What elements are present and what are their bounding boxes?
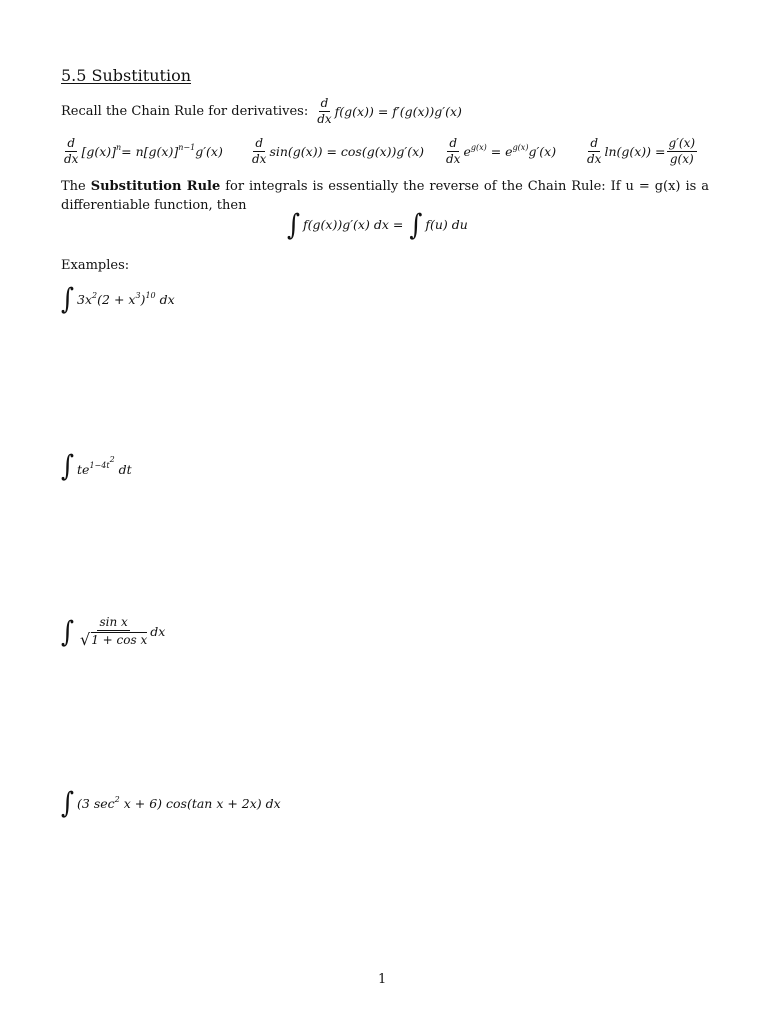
example-1-exp3: 10 <box>145 290 156 300</box>
example-4-part1: (3 sec <box>77 795 115 811</box>
derivative-operator-2 <box>250 137 268 165</box>
substitution-after: for integrals is essentially the reverse of the Chain Rule: If u = g(x) is a differentiable function, then <box>61 179 709 213</box>
power-rule-result <box>121 143 223 159</box>
substitution-rule-description <box>61 177 709 215</box>
derivative-operator-4 <box>585 137 603 165</box>
derivative-operator-3 <box>444 137 462 165</box>
page-number: 1 <box>378 972 387 987</box>
integral-symbol-3: ∫ <box>61 615 75 649</box>
example-3-numerator: sin x <box>99 615 128 629</box>
section-title: 5.5 Substitution <box>61 66 192 85</box>
logarithm-result-denominator: g(x) <box>669 151 694 166</box>
derivative-numerator: d <box>320 95 329 110</box>
derivative-numerator-1: d <box>67 135 76 150</box>
sine-rule-formula: sin(g(x)) = cos(g(x))g′(x) <box>269 143 425 159</box>
recall-prefix: Recall the Chain Rule for derivatives: <box>61 103 309 119</box>
power-rule <box>61 134 223 168</box>
example-3-radicand: 1 + cos x <box>91 632 148 647</box>
integral-symbol-left: ∫ <box>287 207 301 242</box>
example-problem-3 <box>61 616 165 648</box>
example-1-expression <box>77 291 175 307</box>
logarithm-result-numerator: g′(x) <box>668 135 696 150</box>
example-1-part3: ) <box>140 291 146 307</box>
substitution-rule-term: Substitution Rule <box>90 179 221 194</box>
integral-symbol-4: ∫ <box>61 785 75 820</box>
power-result-base: = n[g(x)] <box>121 144 179 159</box>
example-1-part2: (2 + x <box>97 291 136 307</box>
example-3-tail: dx <box>150 624 166 640</box>
derivative-denominator: dx <box>317 111 332 126</box>
substitution-rule-formula <box>287 207 468 242</box>
substitution-before: The <box>61 179 91 194</box>
example-problem-4 <box>61 785 281 820</box>
logarithm-rule <box>584 134 698 168</box>
logarithm-rule-left: ln(g(x)) = <box>604 143 666 159</box>
substitution-left: f(g(x))g′(x) dx = <box>303 217 404 232</box>
example-4-exp1: 2 <box>114 794 120 804</box>
exponential-rule-tail: g′(x) <box>528 144 557 159</box>
example-4-part2: x + 6) cos(tan x + 2x) dx <box>119 795 281 811</box>
derivative-denominator-2: dx <box>252 151 267 166</box>
example-3-denominator <box>78 631 149 648</box>
example-2-exponent-main: 1−4t <box>89 460 110 470</box>
power-rule-tail: g′(x) <box>195 144 223 159</box>
power-result-exponent: n−1 <box>178 143 196 152</box>
derivative-denominator-1: dx <box>64 151 79 166</box>
example-2-exponent-power: 2 <box>109 454 115 464</box>
integral-symbol-2: ∫ <box>61 448 75 483</box>
power-rule-base: [g(x)] <box>81 144 117 159</box>
power-rule-left <box>81 143 121 159</box>
example-2-base: te <box>77 461 90 477</box>
example-1-tail: dx <box>155 291 175 307</box>
derivative-denominator-3: dx <box>446 151 461 166</box>
power-exponent: n <box>116 143 122 152</box>
example-3-fraction <box>78 616 149 648</box>
derivative-numerator-3: d <box>449 135 458 150</box>
chain-rule-formula: f(g(x)) = f′(g(x))g′(x) <box>334 103 462 119</box>
chain-rule-recall <box>61 96 462 126</box>
exponential-exponent: g(x) <box>470 143 487 152</box>
derivative-denominator-4: dx <box>587 151 602 166</box>
example-2-tail: dt <box>114 461 132 477</box>
example-1-exp1: 2 <box>92 290 98 300</box>
derivative-numerator-2: d <box>255 135 264 150</box>
exponential-rule-formula <box>463 143 556 159</box>
sine-rule <box>249 134 424 168</box>
exponential-result-exponent: g(x) <box>512 143 529 152</box>
integral-symbol-1: ∫ <box>61 281 75 316</box>
integral-symbol-right: ∫ <box>409 207 423 242</box>
logarithm-result-fraction <box>667 137 698 165</box>
derivative-numerator-4: d <box>590 135 599 150</box>
example-2-exponent <box>89 454 115 470</box>
exponential-result-base: = e <box>486 144 513 159</box>
square-root-symbol: √ <box>80 629 91 649</box>
derivative-operator <box>315 97 333 125</box>
example-1-part1: 3x <box>77 291 93 307</box>
derivative-operator-1 <box>62 137 80 165</box>
example-problem-1 <box>61 281 175 316</box>
example-2-expression <box>77 455 132 477</box>
example-problem-2 <box>61 448 132 483</box>
example-4-expression <box>77 795 281 811</box>
exponential-rule <box>443 134 556 168</box>
examples-label: Examples: <box>61 258 130 273</box>
example-1-exp2: 3 <box>135 290 141 300</box>
exponential-base: e <box>463 144 471 159</box>
substitution-right: f(u) du <box>425 217 468 232</box>
